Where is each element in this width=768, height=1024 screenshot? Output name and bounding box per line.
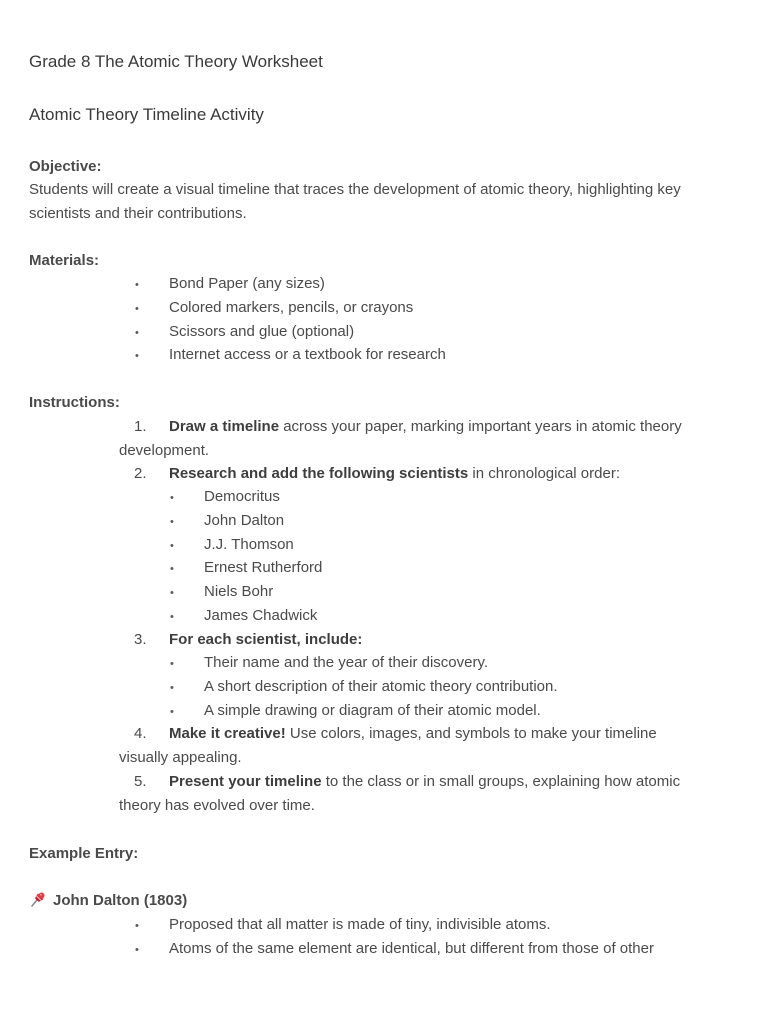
example-item: Atoms of the same element are identical, but different from those of other	[169, 940, 654, 957]
step-3-bold: For each scientist, include:	[169, 631, 363, 648]
instructions-heading: Instructions:	[29, 394, 120, 411]
bullet: •	[170, 492, 174, 504]
objective-heading: Objective:	[29, 158, 102, 175]
pushpin-icon	[29, 890, 47, 908]
step-2-bold: Research and add the following scientists	[169, 465, 469, 482]
bullet: •	[135, 279, 139, 291]
step-5-continuation: theory has evolved over time.	[119, 797, 315, 814]
activity-title: Atomic Theory Timeline Activity	[29, 105, 264, 124]
step-2-text	[169, 464, 620, 484]
objective-text-line2: scientists and their contributions.	[29, 205, 247, 222]
bullet: •	[170, 658, 174, 670]
bullet: •	[170, 516, 174, 528]
step-number: 2.	[134, 465, 147, 482]
example-heading: Example Entry:	[29, 845, 139, 862]
scientist-item: James Chadwick	[204, 607, 318, 624]
bullet: •	[170, 587, 174, 599]
example-item: Proposed that all matter is made of tiny, indivisible atoms.	[169, 916, 551, 933]
step-number: 1.	[134, 418, 147, 435]
step-number: 3.	[134, 631, 147, 648]
scientist-item: Niels Bohr	[204, 583, 274, 600]
bullet: •	[135, 327, 139, 339]
step-3-text	[169, 630, 362, 650]
bullet: •	[135, 303, 139, 315]
document-title: Grade 8 The Atomic Theory Worksheet	[29, 52, 323, 71]
materials-item: Scissors and glue (optional)	[169, 323, 355, 340]
step-5-bold: Present your timeline	[169, 773, 322, 790]
step-2-rest: in chronological order:	[468, 465, 620, 482]
objective-text-line1: Students will create a visual timeline that traces the development of atomic theory, highlighting key	[29, 181, 681, 198]
step-1-continuation: development.	[119, 442, 210, 459]
materials-item: Internet access or a textbook for research	[169, 346, 446, 363]
step-1-bold: Draw a timeline	[169, 418, 280, 435]
bullet: •	[135, 944, 139, 956]
step-5-text	[169, 772, 680, 792]
step-4-rest: Use colors, images, and symbols to make your timeline	[285, 725, 657, 742]
step-4-text	[169, 724, 657, 744]
bullet: •	[135, 920, 139, 932]
example-entry-title	[29, 890, 187, 911]
step-number: 4.	[134, 725, 147, 742]
bullet: •	[170, 540, 174, 552]
scientist-item: John Dalton	[204, 512, 285, 529]
scientist-item: Ernest Rutherford	[204, 559, 323, 576]
scientist-item: J.J. Thomson	[204, 536, 294, 553]
scientist-item: Democritus	[204, 488, 280, 505]
step-5-rest: to the class or in small groups, explaining how atomic	[321, 773, 681, 790]
bullet: •	[170, 611, 174, 623]
step-1-rest: across your paper, marking important years in atomic theory	[279, 418, 682, 435]
materials-heading: Materials:	[29, 252, 100, 269]
include-item: A simple drawing or diagram of their atomic model.	[204, 702, 541, 719]
example-scientist-name: John Dalton (1803)	[53, 892, 188, 909]
bullet: •	[170, 706, 174, 718]
bullet: •	[170, 682, 174, 694]
step-4-continuation: visually appealing.	[119, 749, 242, 766]
materials-item: Bond Paper (any sizes)	[169, 275, 325, 292]
step-4-bold: Make it creative!	[169, 725, 286, 742]
include-item: A short description of their atomic theory contribution.	[204, 678, 558, 695]
include-item: Their name and the year of their discovery.	[204, 654, 489, 671]
bullet: •	[170, 563, 174, 575]
bullet: •	[135, 350, 139, 362]
step-1-text	[169, 417, 682, 437]
materials-item: Colored markers, pencils, or crayons	[169, 299, 414, 316]
step-number: 5.	[134, 773, 147, 790]
